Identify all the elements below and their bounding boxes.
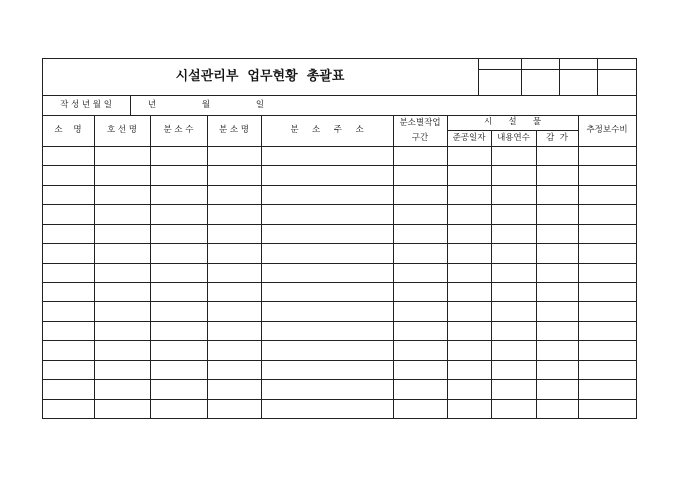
date-label: 작 성 년 월 일	[60, 99, 112, 110]
header-service-life: 내용연수	[497, 132, 530, 143]
header-branch-address: 분 소 주 소	[290, 125, 364, 136]
table-row-line	[42, 340, 636, 341]
table-row-line	[42, 165, 636, 166]
year-unit: 년	[147, 99, 157, 110]
table-row-line	[42, 282, 636, 283]
facility-subheader-line	[447, 130, 578, 131]
form-title: 시설관리부 업무현황 총괄표	[175, 69, 345, 84]
approval-divider-3	[597, 58, 598, 95]
header-work-section-line2: 구간	[411, 132, 429, 143]
border-right	[636, 58, 637, 419]
col-line-6	[447, 115, 448, 418]
header-line-name: 호 선 명	[106, 125, 138, 136]
header-separator	[42, 146, 636, 147]
col-line-2	[150, 115, 151, 418]
header-depreciation: 감 가	[546, 132, 568, 143]
col-line-7	[491, 130, 492, 418]
col-line-1	[94, 115, 95, 418]
header-branch-count: 분 소 수	[163, 125, 194, 136]
header-facility-group: 시 설 물	[483, 117, 542, 128]
table-row-line	[42, 379, 636, 380]
approval-box-left	[478, 58, 479, 95]
col-line-4	[261, 115, 262, 418]
header-branch-name: 분 소 명	[218, 125, 250, 136]
header-name: 소 명	[54, 125, 82, 136]
border-bottom	[42, 418, 636, 419]
col-line-3	[207, 115, 208, 418]
table-row-line	[42, 185, 636, 186]
header-completion-date: 준공일자	[452, 132, 486, 143]
table-row-line	[42, 399, 636, 400]
table-row-line	[42, 301, 636, 302]
approval-divider-2	[559, 58, 560, 95]
col-line-8	[536, 130, 537, 418]
day-unit: 일	[255, 99, 265, 110]
table-row-line	[42, 360, 636, 361]
month-unit: 월	[201, 99, 211, 110]
header-estimated-cost: 추정보수비	[586, 125, 628, 136]
col-line-9	[578, 115, 579, 418]
table-row-line	[42, 263, 636, 264]
table-row-line	[42, 204, 636, 205]
header-work-section-line1: 분소별작업	[399, 117, 441, 128]
title-separator	[42, 95, 636, 96]
approval-header-line	[478, 69, 636, 70]
facility-summary-form	[42, 58, 636, 418]
table-row-line	[42, 243, 636, 244]
date-divider	[130, 95, 131, 115]
approval-divider-1	[521, 58, 522, 95]
table-row-line	[42, 321, 636, 322]
col-line-5	[393, 115, 394, 418]
table-row-line	[42, 224, 636, 225]
